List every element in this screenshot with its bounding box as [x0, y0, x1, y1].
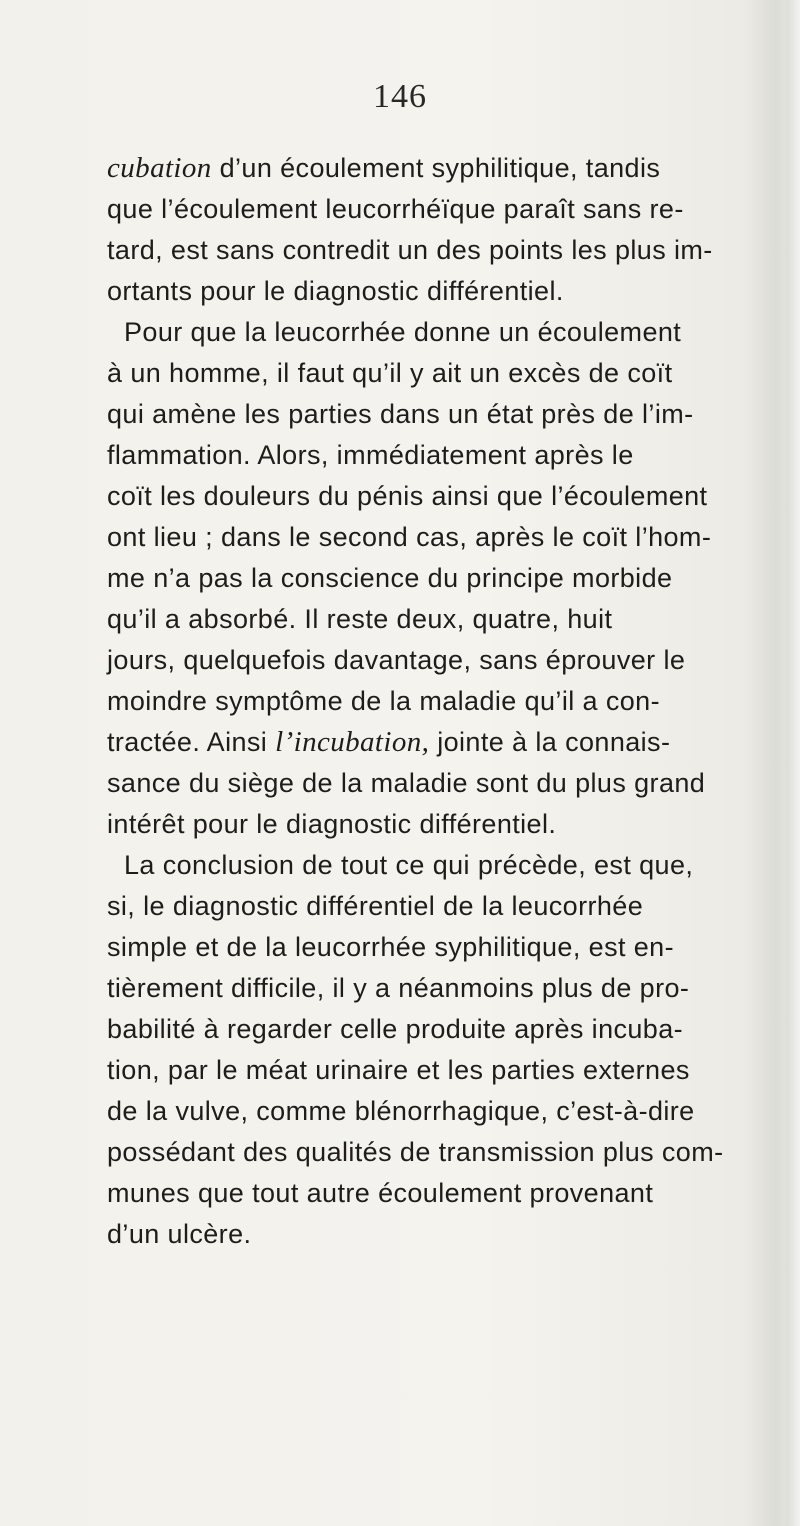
text-line-14: moindre symptôme de la maladie qu’il a con- — [107, 686, 660, 716]
text-line-20: simple et de la leucorrhée syphilitique, est en- — [107, 932, 674, 962]
page-number: 146 — [373, 78, 427, 115]
text-line-12: qu’il a absorbé. Il reste deux, quatre, huit — [107, 604, 613, 634]
text-line-24: de la vulve, comme blénorrhagique, c’est-à-dire — [107, 1096, 695, 1126]
text-line-1: cubation d’un écoulement syphilitique, tandis — [107, 152, 661, 184]
italic-word: l’incubation, — [275, 726, 430, 758]
text-line-8: flammation. Alors, immédiatement après le — [107, 440, 634, 470]
text-line-13: jours, quelquefois davantage, sans éprouver le — [107, 645, 686, 675]
text-line-6: à un homme, il faut qu’il y ait un excès de coït — [107, 358, 673, 388]
text-line-19: si, le diagnostic différentiel de la leucorrhée — [107, 891, 644, 921]
text-line-16: sance du siège de la maladie sont du plus grand — [107, 768, 706, 798]
text-line-5: Pour que la leucorrhée donne un écoulement — [124, 317, 682, 347]
text-line-26: munes que tout autre écoulement provenant — [107, 1178, 654, 1208]
page-edge-shadow — [778, 0, 800, 1526]
text-line-27: d’un ulcère. — [107, 1219, 252, 1249]
text-line-2: que l’écoulement leucorrhéïque paraît sans re- — [107, 194, 684, 224]
text-line-25: possédant des qualités de transmission plus com- — [107, 1137, 724, 1167]
text-line-4: ortants pour le diagnostic différentiel. — [107, 276, 564, 306]
text-line-3: tard, est sans contredit un des points les plus im- — [107, 235, 713, 265]
italic-word: cubation — [107, 152, 212, 184]
text-line-15: tractée. Ainsi l’incubation, jointe à la connais- — [107, 726, 671, 758]
text-line-11: me n’a pas la conscience du principe morbide — [107, 563, 673, 593]
text-line-17: intérêt pour le diagnostic différentiel. — [107, 809, 557, 839]
text-line-10: ont lieu ; dans le second cas, après le coït l’hom- — [107, 522, 712, 552]
text-line-21: tièrement difficile, il y a néanmoins plus de pro- — [107, 973, 690, 1003]
text-line-7: qui amène les parties dans un état près de l’im- — [107, 399, 694, 429]
text-line-9: coït les douleurs du pénis ainsi que l’écoulement — [107, 481, 708, 511]
text-line-22: babilité à regarder celle produite après incuba- — [107, 1014, 684, 1044]
text-line-23: tion, par le méat urinaire et les parties externes — [107, 1055, 690, 1085]
text-line-18: La conclusion de tout ce qui précède, est que, — [124, 850, 694, 880]
